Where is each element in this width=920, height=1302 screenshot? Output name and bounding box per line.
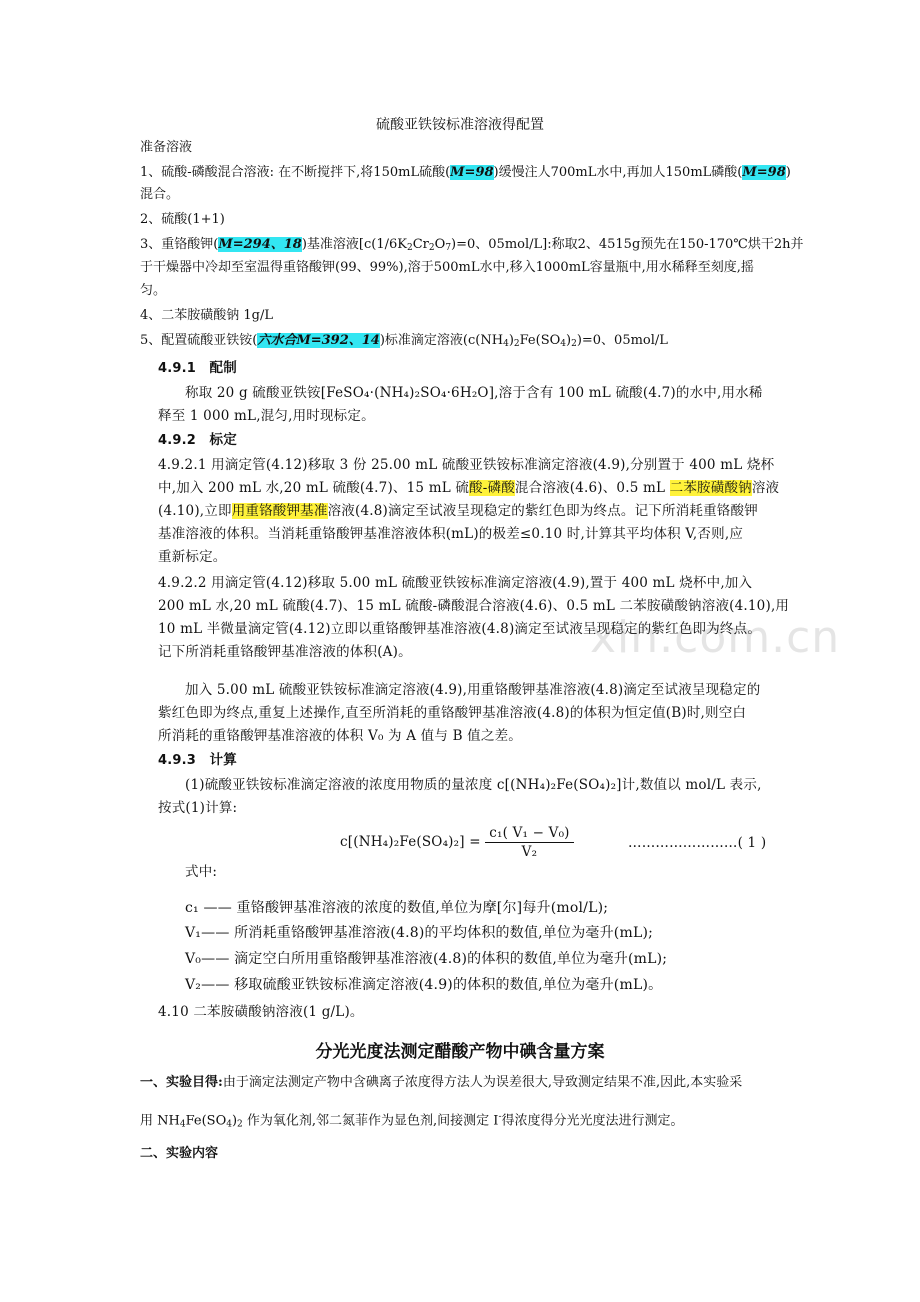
item-5: 5、配置硫酸亚铁铵(六水合M=392、14)标准滴定溶液$(c(NH_4)_2Fe(SO_4)_2)=0$、05mol/L [140, 333, 668, 349]
exp-1-line-2: 用 $NH_4Fe(SO_4)_2$ 作为氧化剂,邻二氮菲作为显色剂,间接测定 I-得浓度得分光光度法进行测定。 [140, 1112, 684, 1130]
item-3-line-2: 于干燥器中冷却至室温得重铬酸钾(99、99%),溶于500mL水中,移入1000mL容量瓶中,用水稀释至刻度,摇 [140, 260, 754, 275]
formula-tag: ……………………( 1 ) [628, 835, 767, 851]
prep-heading: 准备溶液 [140, 140, 193, 155]
s4922-line-2: 200 mL 水,20 mL 硫酸(4.7)、15 mL 硫酸-磷酸混合溶液(4.6)、0.5 mL 二苯胺磺酸钠溶液(4.10),用 [158, 598, 790, 614]
item-1: 1、硫酸-磷酸混合溶液: 在不断搅拌下,将150mL硫酸(M=98)缓慢注人700mL水中,再加人150mL磷酸(M=98) [140, 165, 791, 180]
s4922-line-4: 记下所消耗重铬酸钾基准溶液的体积(A)。 [158, 644, 412, 660]
add-line-1: 加入 5.00 mL 硫酸亚铁铵标准滴定溶液(4.9),用重铬酸钾基准溶液(4.8)滴定至试液呈现稳定的 [185, 682, 761, 698]
exp-2: 二、实验内容 [140, 1146, 219, 1161]
watermark: xin.com.cn [590, 612, 841, 663]
section-4-9-2: 4.9.2 标定 [158, 432, 237, 448]
s4922-line-3: 10 mL 半微量滴定管(4.12)立即以重铬酸钾基准溶液(4.8)滴定至试液呈现稳定的紫红色即为终点。 [158, 621, 762, 637]
section-4-9-3: 4.9.3 计算 [158, 752, 237, 768]
formula [340, 824, 574, 861]
where-label: 式中: [185, 864, 218, 880]
def-v1: V₁—— 所消耗重铬酸钾基准溶液(4.8)的平均体积的数值,单位为毫升(mL); [185, 925, 654, 941]
def-c1: c₁ —— 重铬酸钾基准溶液的浓度的数值,单位为摩[尔]每升(mol/L); [185, 900, 609, 916]
def-v2: V₂—— 移取硫酸亚铁铵标准滴定溶液(4.9)的体积的数值,单位为毫升(mL)。 [185, 977, 663, 993]
formula-lhs: c[(NH₄)₂Fe(SO₄)₂] = [340, 834, 481, 850]
section-4-10: 4.10 二苯胺磺酸钠溶液(1 g/L)。 [158, 1004, 364, 1020]
exp-1: 一、实验目得:由于滴定法测定产物中含碘离子浓度得方法人为误差很大,导致测定结果不准,因此,本实验采 [140, 1075, 743, 1090]
def-v0: V₀—— 滴定空白所用重铬酸钾基准溶液(4.8)的体积的数值,单位为毫升(mL); [185, 951, 668, 967]
calc-line-2: 按式(1)计算: [158, 800, 238, 816]
add-line-2: 紫红色即为终点,重复上述操作,直至所消耗的重铬酸钾基准溶液(4.8)的体积为恒定值(B)时,则空白 [158, 705, 747, 721]
s4922-line-1: 4.9.2.2 用滴定管(4.12)移取 5.00 mL 硫酸亚铁铵标准滴定溶液(4.9),置于 400 mL 烧杯中,加入 [158, 575, 753, 591]
add-line-3: 所消耗的重铬酸钾基准溶液的体积 V₀ 为 A 值与 B 值之差。 [158, 728, 522, 744]
formula-fraction: $\frac{\text{c₁( V₁ − V₀)}}{\text{V₂}}$ [485, 824, 573, 861]
s4921-line-1: 4.9.2.1 用滴定管(4.12)移取 3 份 25.00 mL 硫酸亚铁铵标准滴定溶液(4.9),分别置于 400 mL 烧杯 [158, 457, 775, 473]
item-3-line-3: 匀。 [140, 283, 167, 298]
s491-line-1: 称取 20 g 硫酸亚铁铵[FeSO₄·(NH₄)₂SO₄·6H₂O],溶于含有 100 mL 硫酸(4.7)的水中,用水稀 [185, 385, 763, 401]
section-title-2: 分光光度法测定醋酸产物中碘含量方案 [315, 1042, 605, 1062]
item-1-cont: 混合。 [140, 187, 180, 202]
calc-line-1: (1)硫酸亚铁铵标准滴定溶液的浓度用物质的量浓度 c[(NH₄)₂Fe(SO₄)₂]计,数值以 mol/L 表示, [185, 777, 762, 793]
s4921-line-3: (4.10),立即用重铬酸钾基准溶液(4.8)滴定至试液呈现稳定的紫红色即为终点。记下所消耗重铬酸钾 [158, 503, 758, 519]
item-3: 3、重铬酸钾(M=294、18)基准溶液[$c(1/6K_2Cr_2O_7)=0$、05mol/L]:称取2、4515g预先在150-170℃烘干2h并 [140, 237, 804, 253]
item-4: 4、二苯胺磺酸钠 1g/L [140, 308, 274, 323]
section-4-9-1: 4.9.1 配制 [158, 360, 237, 376]
s4921-line-2: 中,加入 200 mL 水,20 mL 硫酸(4.7)、15 mL 硫酸-磷酸混合溶液(4.6)、0.5 mL 二苯胺磺酸钠溶液 [158, 480, 780, 496]
s491-line-2: 释至 1 000 mL,混匀,用时现标定。 [158, 408, 375, 424]
s4921-line-4: 基准溶液的体积。当消耗重铬酸钾基准溶液体积(mL)的极差≤0.10 时,计算其平均体积 V,否则,应 [158, 526, 744, 542]
item-2: 2、硫酸(1+1) [140, 212, 225, 227]
doc-title: 硫酸亚铁铵标准溶液得配置 [376, 117, 544, 133]
s4921-line-5: 重新标定。 [158, 549, 227, 565]
